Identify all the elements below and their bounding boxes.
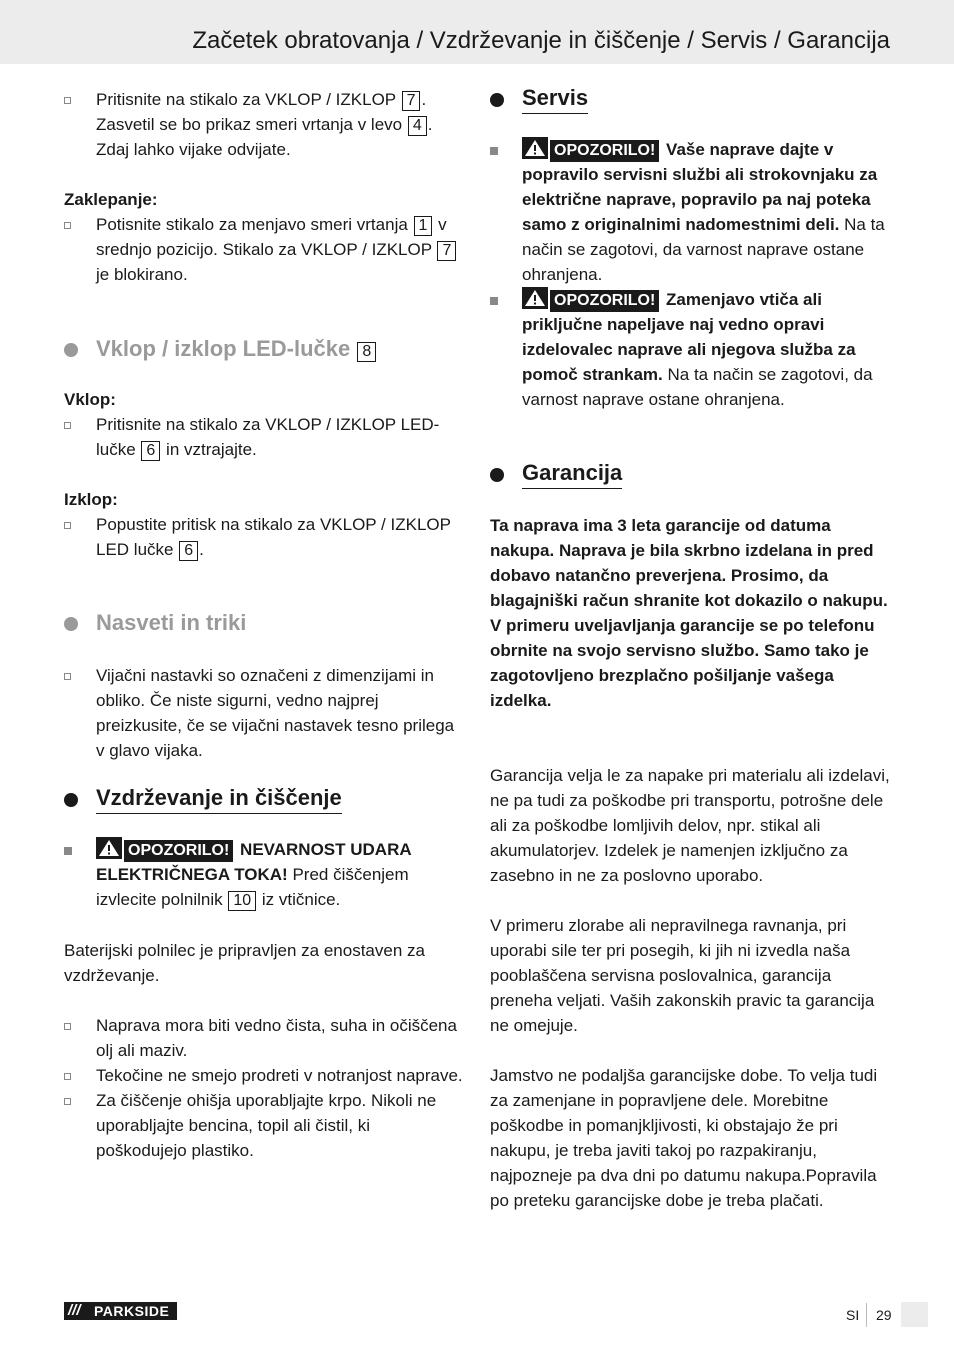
warning-label: OPOZORILO! bbox=[550, 140, 659, 162]
ref-number: 4 bbox=[408, 116, 427, 136]
paragraph: Baterijski polnilec je pripravljen za enostaven za vzdrževanje. bbox=[64, 941, 425, 985]
warning-label: OPOZORILO! bbox=[550, 290, 659, 312]
ref-number: 10 bbox=[228, 891, 256, 911]
ref-number: 6 bbox=[141, 441, 160, 461]
hollow-bullet-icon bbox=[64, 222, 71, 229]
warning-triangle-icon bbox=[96, 837, 122, 859]
hollow-bullet-icon bbox=[64, 1023, 71, 1030]
list-item: Tekočine ne smejo prodreti v notranjost naprave. bbox=[64, 1063, 464, 1088]
list-item: Naprava mora biti vedno čista, suha in očiščena olj ali maziv. bbox=[64, 1013, 464, 1063]
ref-number: 8 bbox=[357, 342, 376, 362]
paragraph: Jamstvo ne podaljša garancijske dobe. To velja tudi za zamenjane in popravljene dele. Morebitne poškodbe in pomanjkljivosti, ki obstajajo že pri nakupu, je treba javiti takoj po razpakiranju, najpozneje pa dva dni po datumu nakupa.Popravila po preteku garancijske dobe je treba plačati. bbox=[490, 1066, 878, 1210]
bold-paragraph: Ta naprava ima 3 leta garancije od datuma nakupa. Naprava je bila skrbno izdelana in pred dobavo natančno preverjena. Prosimo, da blagajniški račun shranite kot dokazilo o nakupu. V primeru uveljavljanja garancije se po telefonu obrnite na svojo servisno službo. Samo tako je zagotovljeno brezplačno pošiljanje vašega izdelka. bbox=[490, 516, 888, 710]
section-dot-icon bbox=[490, 93, 504, 107]
list-item: Potisnite stikalo za menjavo smeri vrtanja 1 v srednjo pozicijo. Stikalo za VKLOP / IZKLOP 7 je blokirano. bbox=[64, 212, 464, 287]
list-item: Popustite pritisk na stikalo za VKLOP / IZKLOP LED lučke 6 . bbox=[64, 512, 464, 562]
page-title: Začetek obratovanja / Vzdrževanje in čiščenje / Servis / Garancija bbox=[192, 27, 890, 54]
section-dot-icon bbox=[64, 617, 78, 631]
warning-item: OPOZORILO! Vaše naprave dajte v popravilo servisni službi ali strokovnjaku za električne naprave, popravilo pa naj poteka samo z originalnimi nadomestnimi deli. Na ta način se zagotovi, da varnost naprave ostane ohranjena. bbox=[490, 137, 890, 287]
parkside-logo: /// PARKSIDE bbox=[64, 1302, 177, 1320]
page-number: 29 bbox=[876, 1307, 892, 1323]
hollow-bullet-icon bbox=[64, 1098, 71, 1105]
paragraph: Garancija velja le za napake pri materialu ali izdelavi, ne pa tudi za poškodbe pri transportu, potrošne dele ali za poškodbe lomljivih delov, npr. stikal ali akumulatorjev. Izdelek je namenjen izključno za zasebno in ne za poslovno uporabo. bbox=[490, 766, 890, 885]
section-dot-icon bbox=[64, 793, 78, 807]
ref-number: 6 bbox=[179, 541, 198, 561]
warning-label: OPOZORILO! bbox=[124, 840, 233, 862]
section-dot-icon bbox=[490, 468, 504, 482]
list-item: Za čiščenje ohišja uporabljajte krpo. Nikoli ne uporabljajte bencina, topil ali čistil, ki poškodujejo plastiko. bbox=[64, 1088, 464, 1163]
warning-item: OPOZORILO! Zamenjavo vtiča ali priključne napeljave naj vedno opravi izdelovalec naprave ali njegova služba za pomoč strankam. Na ta način se zagotovi, da varnost naprave ostane ohranjena. bbox=[490, 287, 890, 412]
filled-bullet-icon bbox=[490, 147, 498, 155]
footer-divider bbox=[866, 1303, 867, 1327]
hollow-bullet-icon bbox=[64, 673, 71, 680]
subheading-on: Vklop: bbox=[64, 390, 116, 409]
footer-tab bbox=[901, 1302, 928, 1327]
ref-number: 7 bbox=[402, 91, 421, 111]
subheading-lock: Zaklepanje: bbox=[64, 190, 158, 209]
language-code: SI bbox=[846, 1307, 860, 1323]
hollow-bullet-icon bbox=[64, 522, 71, 529]
list-item: Vijačni nastavki so označeni z dimenzijami in obliko. Če niste sigurni, vedno najprej preizkusite, če se vijačni nastavek tesno prilega v glavo vijaka. bbox=[64, 663, 464, 763]
filled-bullet-icon bbox=[64, 847, 72, 855]
warning-item: OPOZORILO! NEVARNOST UDARA ELEKTRIČNEGA TOKA! Pred čiščenjem izvlecite polnilnik 10 iz vtičnice. bbox=[64, 837, 464, 912]
subheading-off: Izklop: bbox=[64, 490, 118, 509]
list-item: Pritisnite na stikalo za VKLOP / IZKLOP LED-lučke 6 in vztrajajte. bbox=[64, 412, 464, 462]
filled-bullet-icon bbox=[490, 297, 498, 305]
ref-number: 1 bbox=[414, 216, 433, 236]
hollow-bullet-icon bbox=[64, 97, 71, 104]
paragraph: V primeru zlorabe ali nepravilnega ravnanja, pri uporabi sile ter pri posegih, ki jih ni izvedla naša pooblaščena servisna poslovalnica, garancija preneha veljati. Vaših zakonskih pravic ta garancija ne omejuje. bbox=[490, 916, 875, 1035]
warning-triangle-icon bbox=[522, 137, 548, 159]
hollow-bullet-icon bbox=[64, 422, 71, 429]
section-dot-icon bbox=[64, 343, 78, 357]
ref-number: 7 bbox=[437, 241, 456, 261]
list-item: Pritisnite na stikalo za VKLOP / IZKLOP 7 . Zasvetil se bo prikaz smeri vrtanja v levo 4 . Zdaj lahko vijake odvijate. bbox=[64, 87, 464, 162]
warning-triangle-icon bbox=[522, 287, 548, 309]
hollow-bullet-icon bbox=[64, 1073, 71, 1080]
